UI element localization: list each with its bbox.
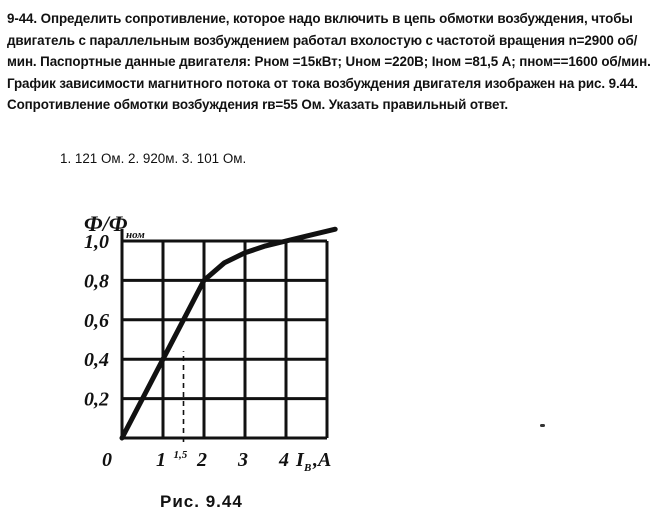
y-tick-label: 0,6 <box>84 309 109 332</box>
y-axis-label: Ф/Ф <box>84 211 128 236</box>
flux-vs-field-current-chart <box>0 195 666 495</box>
figure-caption: Рис. 9.44 <box>160 492 243 511</box>
x-axis-label-sub: В <box>304 462 312 474</box>
figure-9-44 <box>0 195 666 522</box>
x-origin-label: 0 <box>102 449 112 471</box>
x-axis-label: I <box>296 449 304 471</box>
y-tick-label: 0,2 <box>84 388 109 411</box>
marker-label: 1,5 <box>173 449 188 461</box>
x-axis-label-unit: ,А <box>313 449 332 471</box>
y-tick-label: 0,4 <box>84 349 109 372</box>
x-tick-label: 3 <box>238 449 248 471</box>
series-line <box>122 229 335 438</box>
x-tick-label: 2 <box>197 449 207 471</box>
x-tick-label: 4 <box>279 449 289 471</box>
problem-statement: 9-44. Определить сопротивление, которое надо включить в цепь обмотки возбуждения, чтобы двигатель с параллельным возбуждением работал вхолостую с частотой вращения n=2900 об/мин. Паспортные данные двигателя: Рном =15кВт; Uном =220В; Iном =81,5 А; пном==1600 об/мин. График зависимости магнитного потока от тока возбуждения двигателя изображен на рис. 9.44. Сопротивление обмотки возбуждения rв=55 Ом. Указать правильный ответ. <box>7 11 651 112</box>
y-tick-label: 0,8 <box>84 270 109 293</box>
y-tick-label: 1,0 <box>84 231 109 253</box>
y-axis-label-sub: ном <box>126 229 145 241</box>
answer-options: 1. 121 Ом. 2. 920м. 3. 101 Ом. <box>60 151 247 166</box>
scan-speck <box>540 424 545 427</box>
x-tick-label: 1 <box>156 449 166 471</box>
